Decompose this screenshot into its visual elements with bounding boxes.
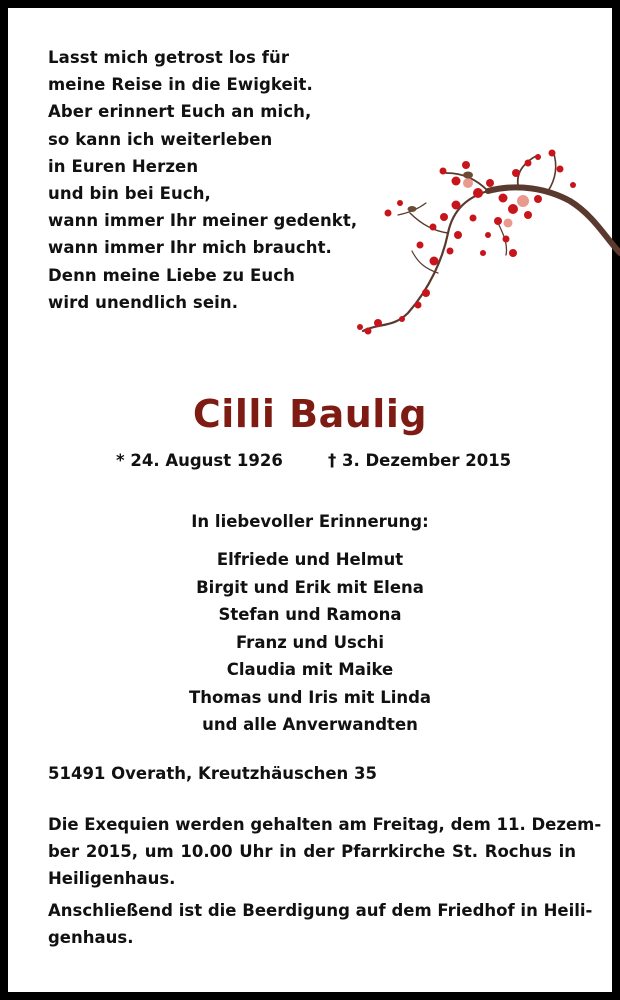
deceased-name: Cilli Baulig — [192, 392, 428, 436]
mourner-entry: und alle Anverwandten — [202, 715, 418, 734]
poem-line: und bin bei Euch, — [48, 184, 211, 204]
blossom-branch-illustration — [338, 143, 620, 343]
poem-line: Denn meine Liebe zu Euch — [48, 265, 295, 285]
death-date: † 3. Dezember 2015 — [328, 451, 512, 470]
poem-line: wird unendlich sein. — [48, 292, 239, 312]
mourner-entry: Stefan und Ramona — [218, 605, 402, 624]
mourner-entry: Thomas und Iris mit Linda — [188, 687, 432, 707]
burial-line: Anschließend ist die Beerdigung auf dem Friedhof in Heili- — [48, 901, 593, 920]
poem-line: so kann ich weiterleben — [48, 129, 273, 149]
mourner-entry: Claudia mit Maike — [226, 660, 394, 679]
mourners-list — [8, 546, 612, 739]
service-line: ber 2015, um 10.00 Uhr in der Pfarrkirche St. Rochus in — [48, 842, 576, 861]
mourner-entry: Birgit und Erik mit Elena — [196, 577, 424, 597]
memory-heading: In liebevoller Erinnerung: — [191, 512, 429, 531]
obituary-card — [8, 8, 612, 992]
poem-line: wann immer Ihr meiner gedenkt, — [48, 211, 358, 231]
poem-line: in Euren Herzen — [48, 156, 199, 176]
service-line: Heiligenhaus. — [48, 869, 176, 888]
mourner-entry: Franz und Uschi — [235, 632, 385, 652]
poem-line: Lasst mich getrost los für — [48, 48, 290, 67]
family-address: 51491 Overath, Kreutzhäuschen 35 — [48, 764, 378, 783]
service-notice — [48, 811, 602, 892]
burial-notice — [48, 897, 593, 951]
poem-line: meine Reise in die Ewigkeit. — [48, 75, 313, 95]
mourner-entry: Elfriede und Helmut — [216, 550, 404, 569]
service-line: Die Exequien werden gehalten am Freitag, dem 11. Dezem- — [48, 815, 602, 834]
poem — [48, 44, 357, 316]
burial-line: genhaus. — [48, 928, 134, 947]
poem-line: Aber erinnert Euch an mich, — [48, 102, 312, 122]
poem-line: wann immer Ihr mich braucht. — [48, 238, 332, 258]
birth-date: * 24. August 1926 — [116, 451, 283, 470]
